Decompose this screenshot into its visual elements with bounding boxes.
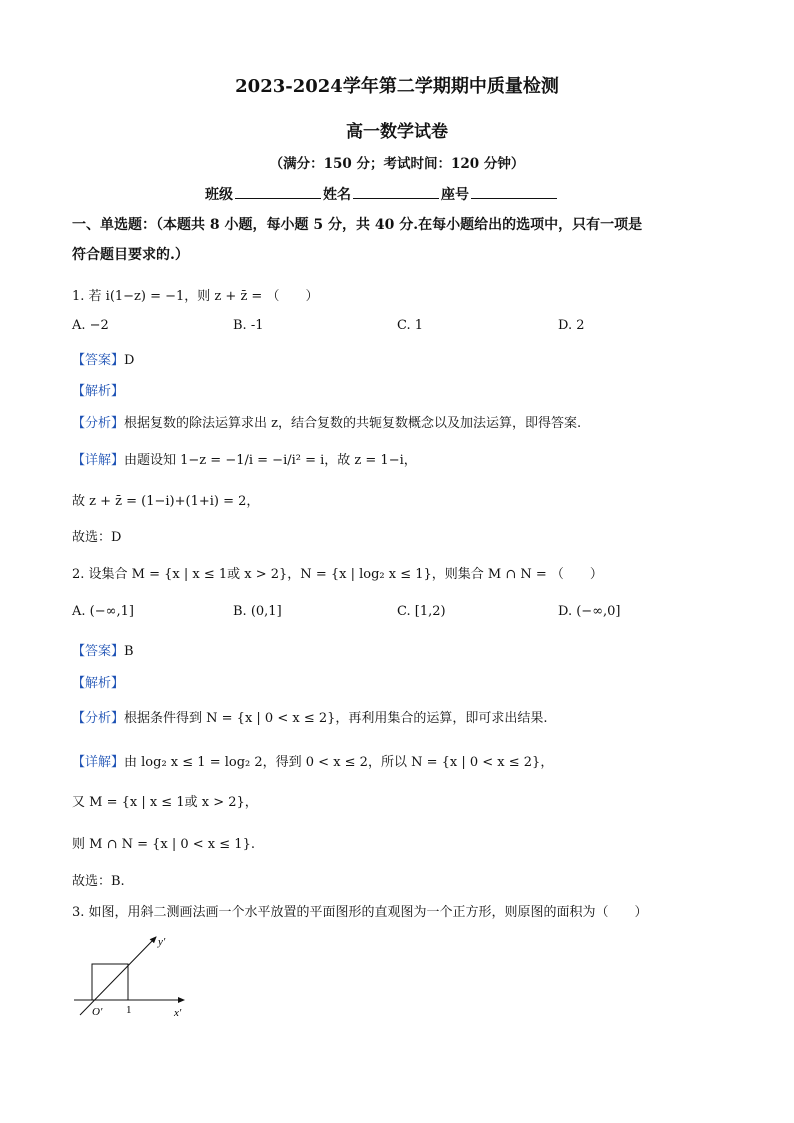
origin-label: O′ [92, 1006, 103, 1018]
q2-option-a: A. (−∞,1] [72, 604, 134, 619]
field-class-label: 班级 [205, 187, 233, 203]
q1-option-d: D. 2 [558, 318, 585, 333]
q1-fenxi: 【分析】根据复数的除法运算求出 z，结合复数的共轭复数概念以及加法运算，即得答案. [72, 416, 582, 431]
q2-detail-line3: 则 M ∩ N = {x | 0 < x ≤ 1}. [72, 837, 255, 852]
q2-option-b: B. (0,1] [233, 604, 282, 619]
q1-analysis-label: 【解析】 [72, 384, 125, 399]
field-name-label: 姓名 [323, 187, 351, 203]
q2-detail: 【详解】由 log₂ x ≤ 1 = log₂ 2，得到 0 < x ≤ 2，所以 N = {x | 0 < x ≤ 2}， [72, 755, 554, 770]
square-shape [92, 964, 128, 1000]
page-title: 2023-2024学年第二学期期中质量检测 [235, 76, 559, 97]
q2-stem: 2. 设集合 M = {x | x ≤ 1或 x > 2}，N = {x | log₂ x ≤ 1}，则集合 M ∩ N = （ ） [72, 567, 603, 582]
y-axis [80, 937, 156, 1015]
x-axis-label: x′ [174, 1007, 182, 1019]
q1-option-c: C. 1 [397, 318, 424, 333]
q1-option-b: B. -1 [233, 318, 264, 333]
field-class-line[interactable] [235, 186, 321, 199]
tick-label: 1 [126, 1004, 132, 1016]
field-seat-label: 座号 [441, 187, 469, 203]
q2-option-d: D. (−∞,0] [558, 604, 621, 619]
section-heading: 一、单选题：（本题共 8 小题，每小题 5 分，共 40 分.在每小题给出的选项中，只有一项是 [72, 217, 643, 233]
q1-answer: 【答案】D [72, 353, 135, 368]
field-name-line[interactable] [353, 186, 439, 199]
q2-fenxi: 【分析】根据条件得到 N = {x | 0 < x ≤ 2}，再利用集合的运算，即可求出结果. [72, 711, 548, 726]
q2-detail-line2: 又 M = {x | x ≤ 1或 x > 2}， [72, 795, 258, 810]
q1-detail: 【详解】由题设知 1−z = −1/i = −i/i² = i，故 z = 1−i， [72, 453, 417, 468]
y-axis-label: y′ [158, 936, 166, 948]
q2-answer: 【答案】B [72, 644, 134, 659]
q1-detail-line2: 故 z + z̄ = (1−i)+(1+i) = 2， [72, 494, 260, 509]
paper-subtitle: 高一数学试卷 [346, 122, 448, 142]
q2-choose: 故选：B. [72, 874, 125, 889]
field-seat-line[interactable] [471, 186, 557, 199]
q3-stem: 3. 如图，用斜二测画法画一个水平放置的平面图形的直观图为一个正方形，则原图的面积为（ ） [72, 905, 648, 920]
q1-choose: 故选：D [72, 530, 122, 545]
exam-info: （满分：150 分；考试时间：120 分钟） [269, 156, 525, 172]
q1-option-a: A. −2 [72, 318, 109, 333]
q2-analysis-label: 【解析】 [72, 676, 125, 691]
section-heading-cont: 符合题目要求的.） [72, 247, 189, 263]
q2-option-c: C. [1,2) [397, 604, 446, 619]
q1-stem: 1. 若 i(1−z) = −1，则 z + z̄ = （ ） [72, 289, 319, 304]
student-fields [205, 184, 559, 204]
q3-figure [70, 925, 200, 1025]
